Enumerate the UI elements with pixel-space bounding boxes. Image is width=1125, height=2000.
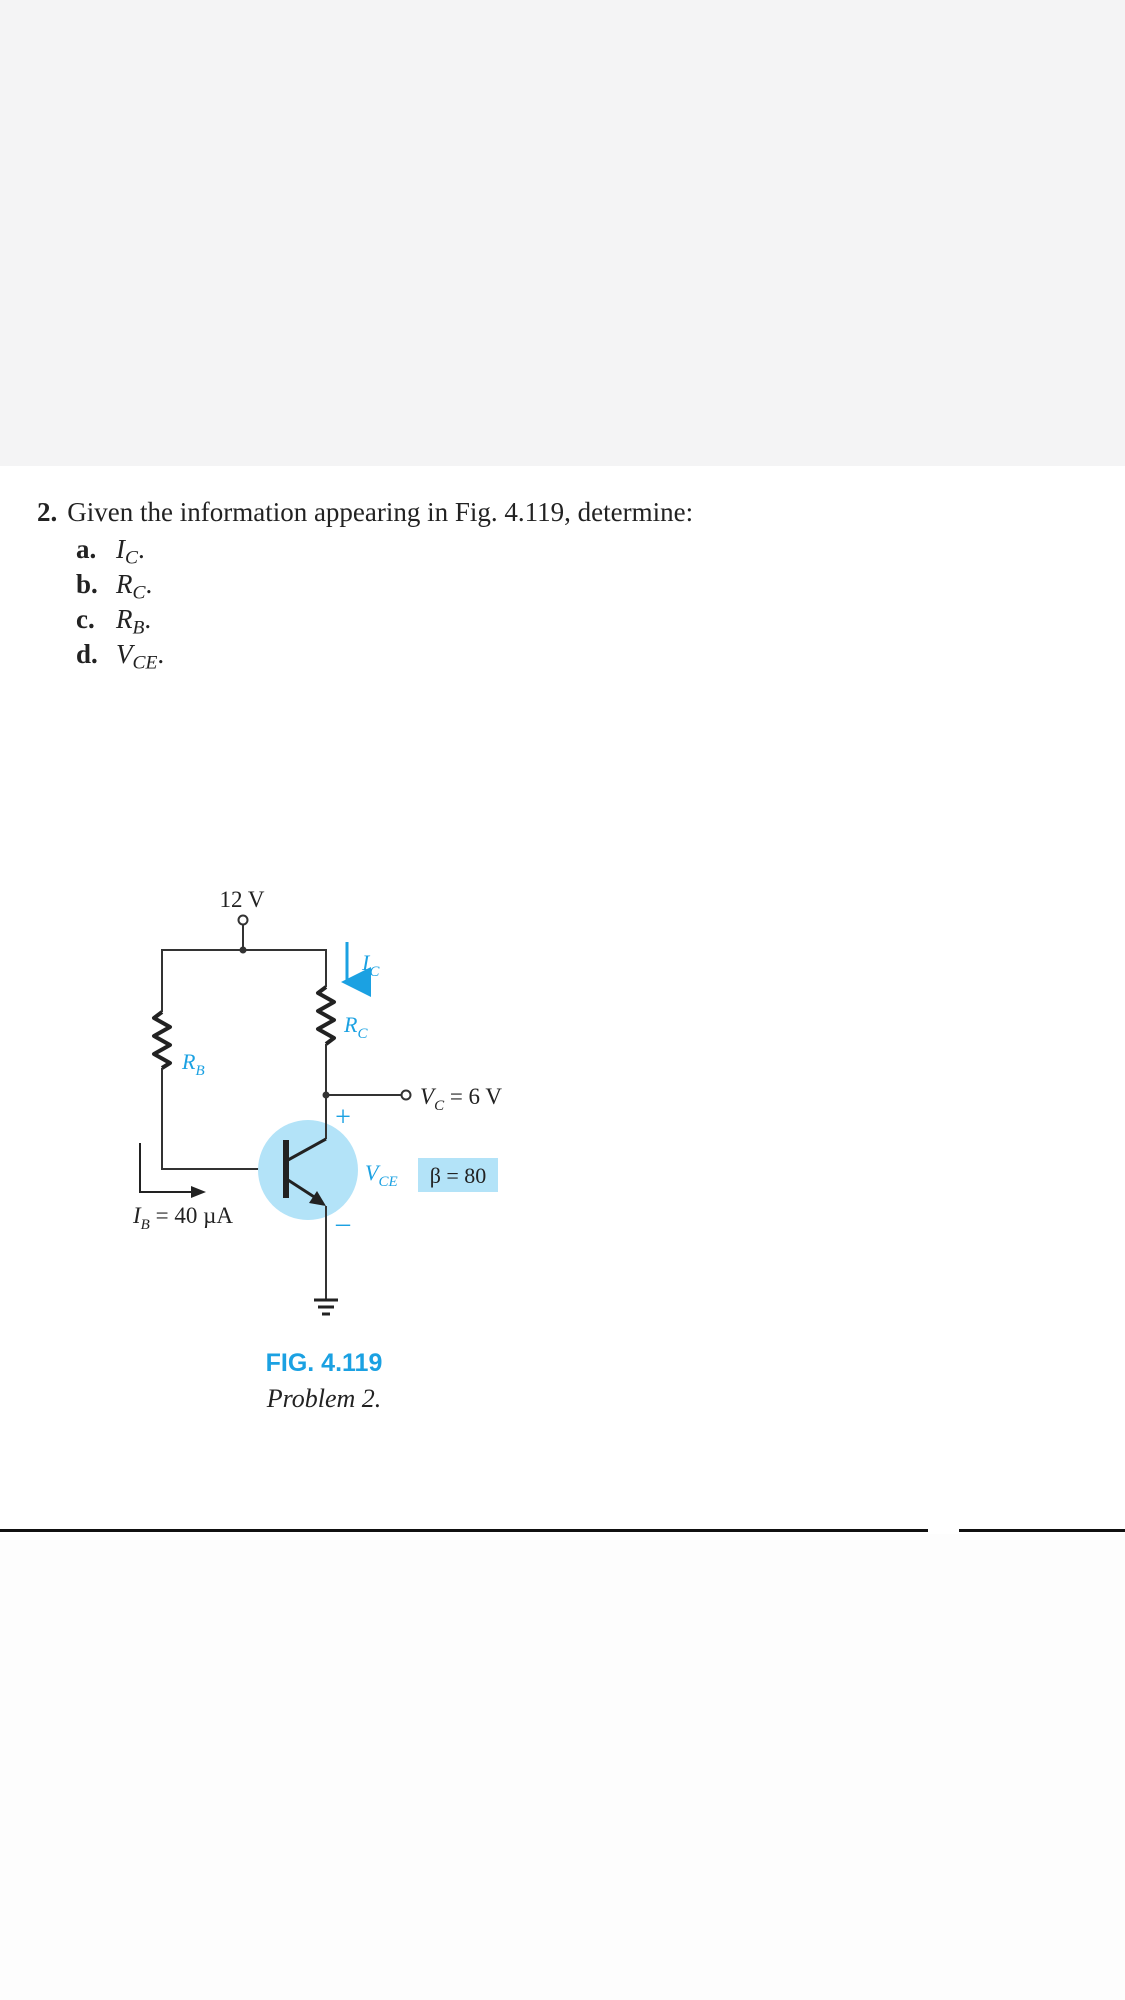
supply-voltage-label: 12 V — [219, 887, 265, 912]
question-number: 2. — [37, 497, 58, 527]
vce-plus-sign: + — [335, 1102, 351, 1133]
supply-terminal — [239, 916, 248, 925]
ic-label: $I_C$ — [362, 950, 380, 980]
part-variable: V — [116, 639, 133, 669]
rb-label: $R_B$ — [182, 1049, 205, 1079]
part-letter: d. — [76, 639, 98, 669]
part-variable: I — [116, 534, 125, 564]
vc-label: $V_C = 6$ V — [420, 1084, 502, 1114]
part-period: . — [157, 639, 165, 669]
ib-arrow-head — [191, 1186, 206, 1198]
part-variable: R — [116, 569, 133, 599]
part-subscript: C — [132, 582, 146, 604]
top-gray-band — [0, 0, 1125, 466]
question-line — [37, 497, 693, 528]
part-a — [76, 534, 145, 569]
beta-label: β = 80 — [429, 1163, 487, 1188]
question-prompt: Given the information appearing in Fig. 4.119, determine: — [67, 497, 694, 527]
rb-resistor-symbol — [154, 1012, 170, 1068]
rc-resistor-symbol — [318, 987, 334, 1044]
figure-caption: Problem 2. — [266, 1384, 382, 1413]
part-period: . — [145, 569, 153, 599]
ib-label: $I_B = 40$ µA — [133, 1203, 233, 1233]
part-c — [76, 604, 152, 639]
part-b — [76, 569, 153, 604]
circuit-figure — [0, 860, 560, 1420]
vce-label: $V_{CE}$ — [365, 1160, 398, 1190]
rc-label: $R_C$ — [344, 1012, 368, 1042]
part-subscript: C — [125, 547, 138, 569]
part-letter: b. — [76, 569, 98, 599]
part-d — [76, 639, 165, 674]
part-subscript: B — [132, 617, 145, 639]
vc-terminal — [402, 1091, 411, 1100]
ground-icon — [314, 1300, 338, 1314]
figure-label: FIG. 4.119 — [265, 1349, 383, 1377]
vce-minus-sign: – — [336, 1208, 350, 1239]
top-rail-wire — [162, 950, 326, 1012]
part-subscript: CE — [132, 652, 158, 674]
bottom-rule-right — [959, 1529, 1125, 1532]
part-variable: R — [116, 604, 133, 634]
bottom-rule-left — [0, 1529, 928, 1532]
transistor-body — [258, 1120, 358, 1220]
part-period: . — [144, 604, 152, 634]
ib-arrow — [140, 1143, 196, 1192]
part-letter: c. — [76, 604, 95, 634]
part-period: . — [137, 534, 145, 564]
part-letter: a. — [76, 534, 97, 564]
